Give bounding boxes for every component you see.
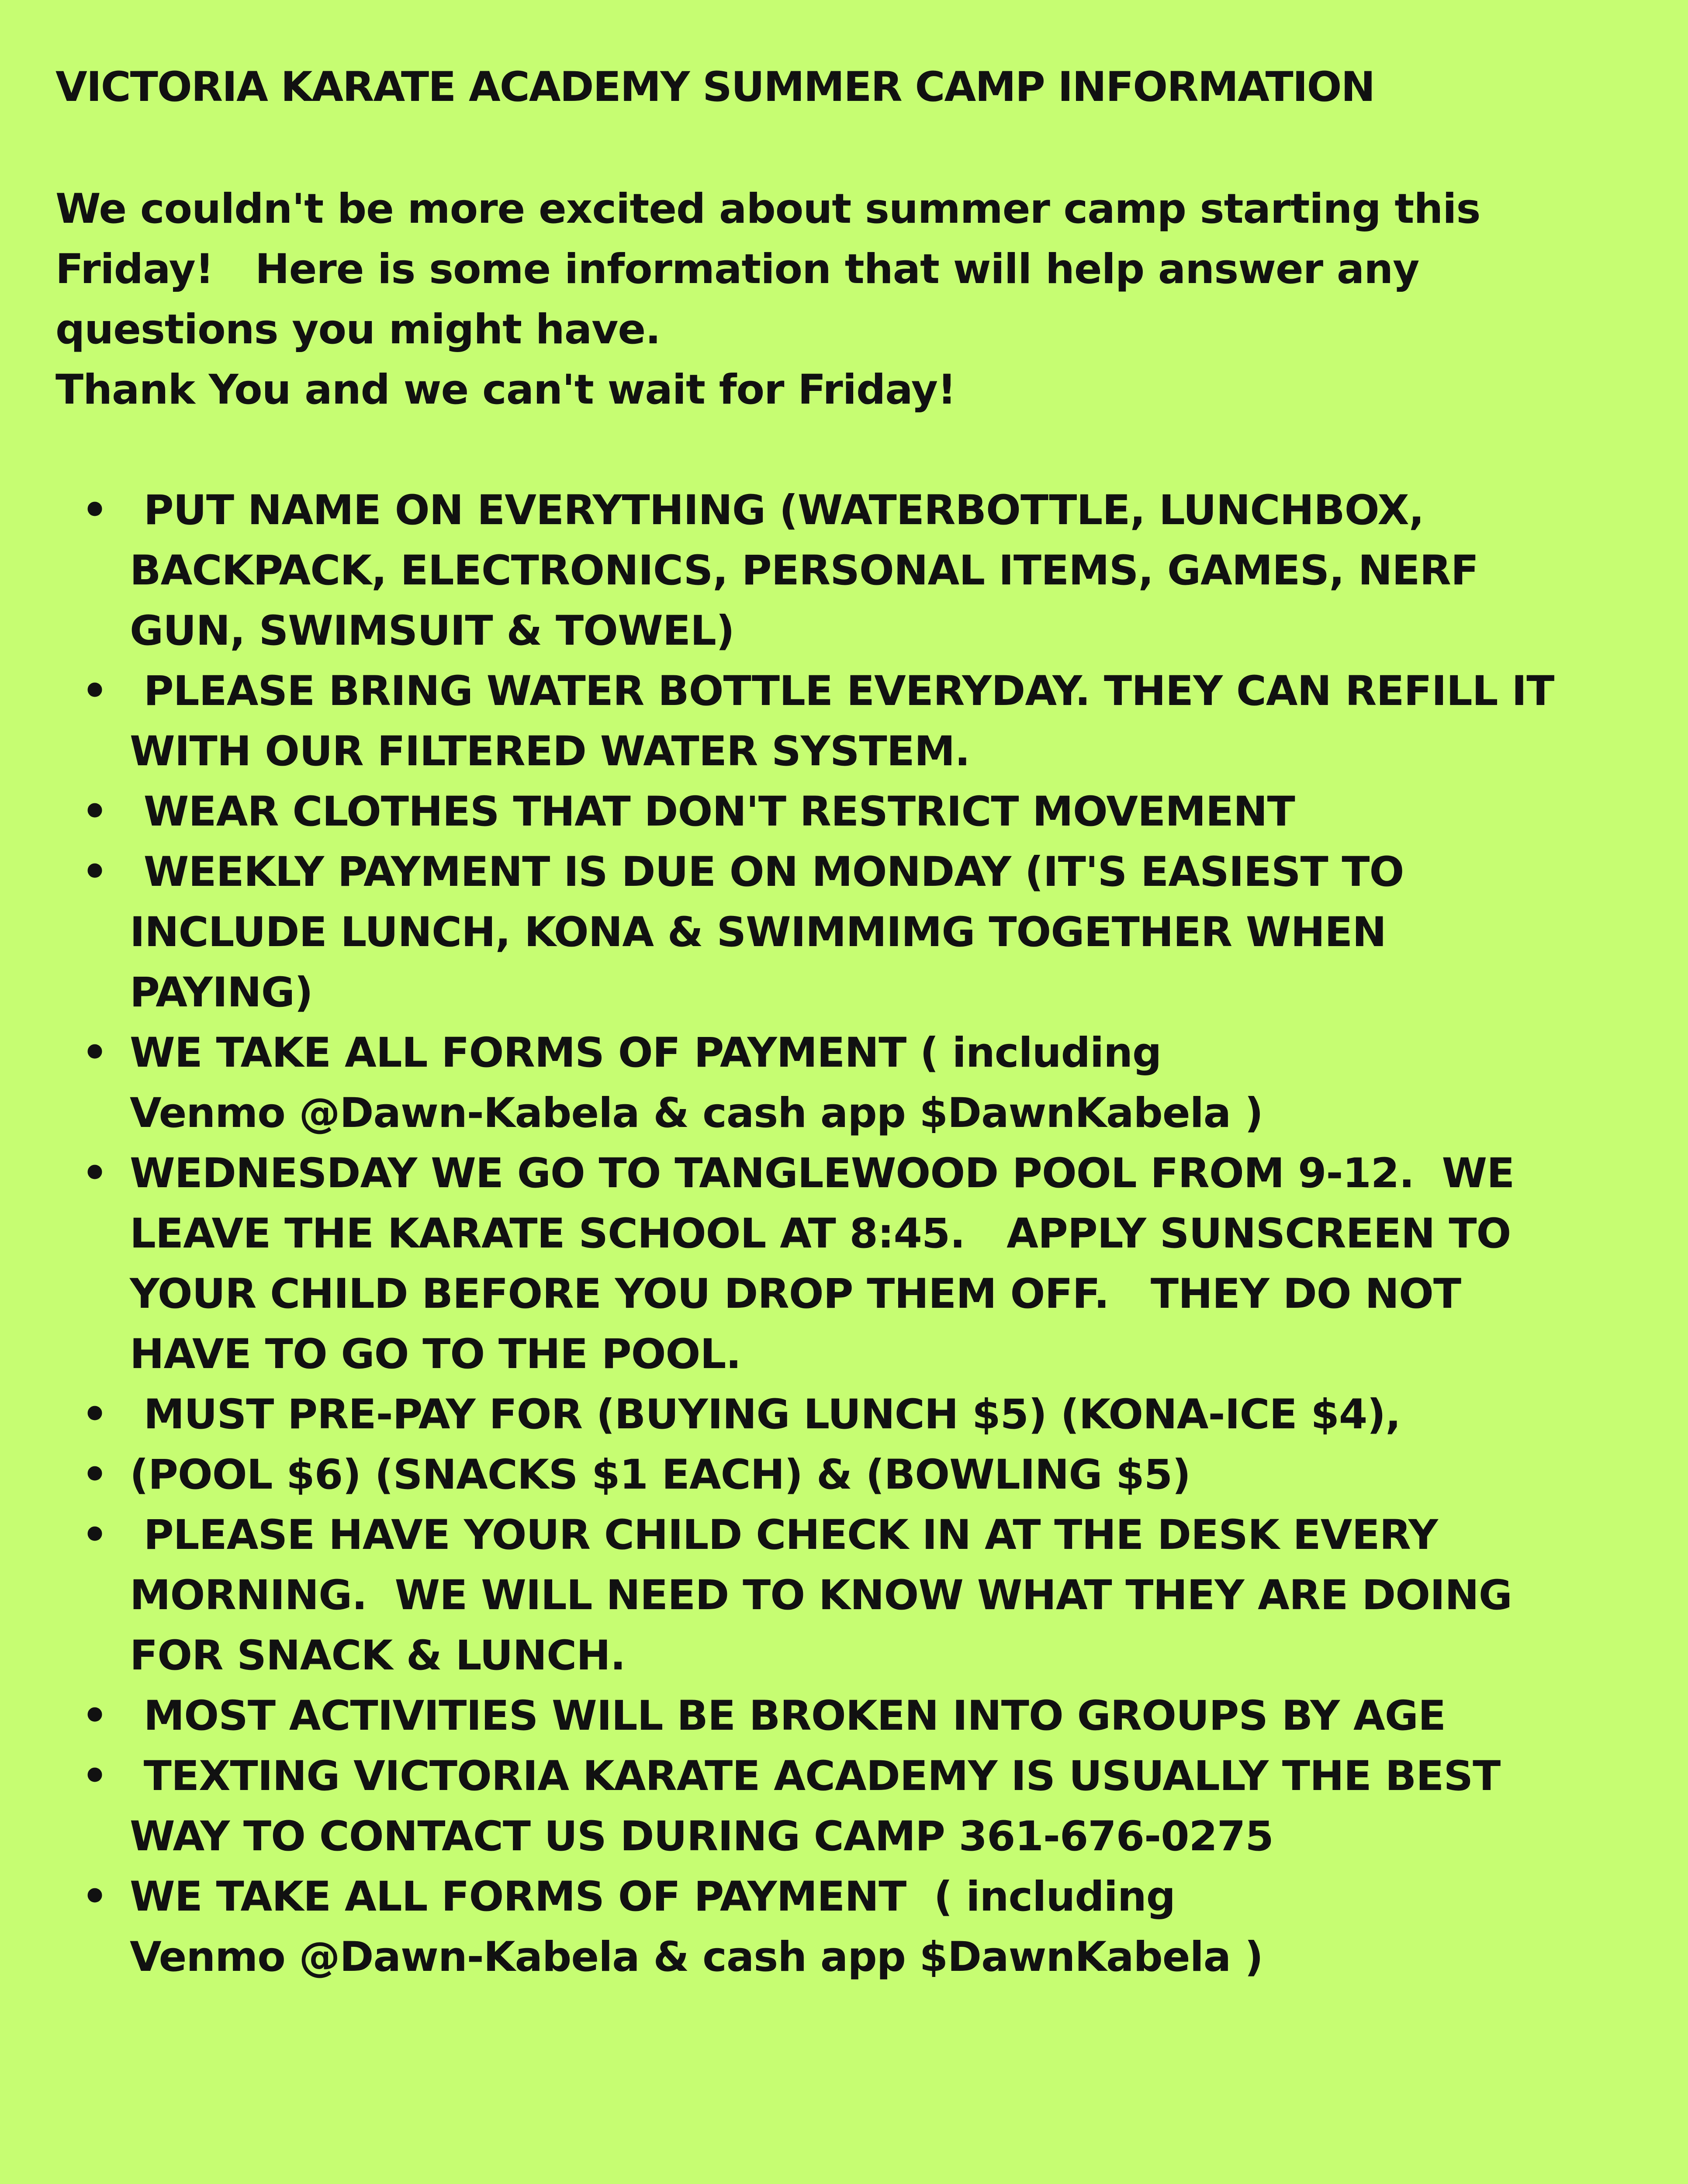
- list-item-line: WEAR CLOTHES THAT DON'T RESTRICT MOVEMENT: [130, 788, 1295, 836]
- list-item-line: WITH OUR FILTERED WATER SYSTEM.: [130, 728, 970, 775]
- intro-line: We couldn't be more excited about summer camp starting this: [55, 185, 1480, 233]
- list-item: [82, 480, 1601, 661]
- bullet-icon: •: [82, 1752, 108, 1800]
- bullet-icon: •: [82, 667, 108, 715]
- intro-line: Friday! Here is some information that will help answer any: [55, 245, 1419, 293]
- list-item-line: Venmo @Dawn-Kabela & cash app $DawnKabela ): [130, 1089, 1263, 1137]
- list-item-line: MOST ACTIVITIES WILL BE BROKEN INTO GROUPS BY AGE: [130, 1692, 1446, 1740]
- list-item-line: LEAVE THE KARATE SCHOOL AT 8:45. APPLY SUNSCREEN TO: [130, 1210, 1511, 1258]
- list-item-line: PLEASE HAVE YOUR CHILD CHECK IN AT THE DESK EVERY: [130, 1511, 1438, 1559]
- list-item-line: WE TAKE ALL FORMS OF PAYMENT ( including: [130, 1873, 1176, 1921]
- intro-line: questions you might have.: [55, 306, 661, 353]
- list-item-line: WEEKLY PAYMENT IS DUE ON MONDAY (IT'S EASIEST TO: [130, 848, 1404, 896]
- list-item-line: WEDNESDAY WE GO TO TANGLEWOOD POOL FROM 9-12. WE: [130, 1150, 1515, 1197]
- list-item: [82, 1505, 1601, 1686]
- list-item-line: MUST PRE-PAY FOR (BUYING LUNCH $5) (KONA-ICE $4),: [130, 1391, 1401, 1438]
- bullet-icon: •: [82, 1029, 108, 1077]
- list-item-line: YOUR CHILD BEFORE YOU DROP THEM OFF. THEY DO NOT: [130, 1270, 1461, 1318]
- list-item: [82, 1686, 1601, 1746]
- list-item-line: PAYING): [130, 969, 313, 1016]
- list-item-line: (POOL $6) (SNACKS $1 EACH) & (BOWLING $5): [130, 1451, 1191, 1499]
- list-item: [82, 782, 1601, 842]
- bullet-icon: •: [82, 1692, 108, 1740]
- list-item-line: MORNING. WE WILL NEED TO KNOW WHAT THEY ARE DOING: [130, 1572, 1512, 1619]
- list-item-line: FOR SNACK & LUNCH.: [130, 1632, 626, 1679]
- bullet-icon: •: [82, 1391, 108, 1438]
- list-item-line: Venmo @Dawn-Kabela & cash app $DawnKabela ): [130, 1933, 1263, 1981]
- bullet-icon: •: [82, 1873, 108, 1921]
- list-item-line: TEXTING VICTORIA KARATE ACADEMY IS USUALLY THE BEST: [130, 1752, 1501, 1800]
- list-item: [82, 1144, 1601, 1385]
- list-item: [82, 661, 1601, 782]
- list-item-line: PUT NAME ON EVERYTHING (WATERBOTTLE, LUNCHBOX,: [130, 487, 1424, 534]
- list-item-line: HAVE TO GO TO THE POOL.: [130, 1330, 741, 1378]
- bullet-icon: •: [82, 1150, 108, 1197]
- info-bullet-list: [55, 480, 1601, 1987]
- list-item: [82, 1023, 1601, 1144]
- list-item-line: GUN, SWIMSUIT & TOWEL): [130, 607, 734, 655]
- bullet-icon: •: [82, 848, 108, 896]
- bullet-icon: •: [82, 788, 108, 836]
- list-item-line: WE TAKE ALL FORMS OF PAYMENT ( including: [130, 1029, 1162, 1077]
- intro-line: Thank You and we can't wait for Friday!: [55, 366, 956, 414]
- list-item-line: INCLUDE LUNCH, KONA & SWIMMIMG TOGETHER WHEN: [130, 909, 1387, 956]
- list-item-line: PLEASE BRING WATER BOTTLE EVERYDAY. THEY CAN REFILL IT: [130, 667, 1554, 715]
- list-item: [82, 1385, 1601, 1445]
- list-item-line: WAY TO CONTACT US DURING CAMP 361-676-0275: [130, 1813, 1273, 1860]
- list-item: [82, 1445, 1601, 1505]
- list-item-line: BACKPACK, ELECTRONICS, PERSONAL ITEMS, GAMES, NERF: [130, 547, 1479, 594]
- page-title: VICTORIA KARATE ACADEMY SUMMER CAMP INFORMATION: [55, 63, 1375, 111]
- list-item: [82, 1746, 1601, 1867]
- list-item: [82, 842, 1601, 1023]
- bullet-icon: •: [82, 1451, 108, 1499]
- list-item: [82, 1867, 1601, 1987]
- bullet-icon: •: [82, 487, 108, 534]
- intro-text: [55, 179, 1601, 420]
- bullet-icon: •: [82, 1511, 108, 1559]
